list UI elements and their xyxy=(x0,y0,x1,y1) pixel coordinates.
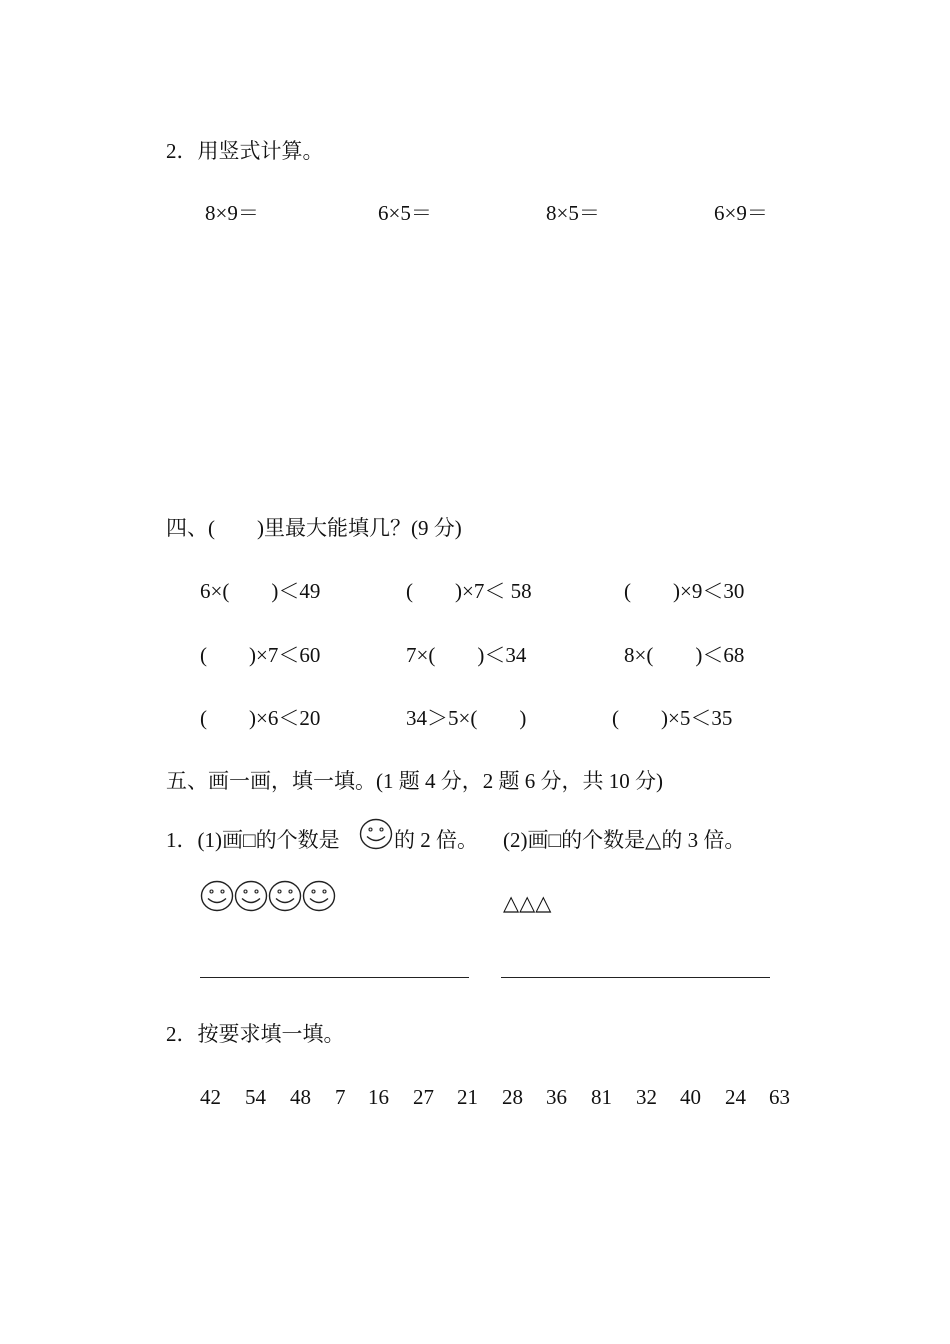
section-5-title: 五、画一画，填一填。(1 题 4 分，2 题 6 分，共 10 分) xyxy=(166,769,663,793)
section-4-title: 四、( )里最大能填几？(9 分) xyxy=(166,516,462,540)
fill-blank-item: 34＞5×( ) xyxy=(406,706,527,730)
fill-blank-item: ( )×7＜60 xyxy=(200,643,321,667)
list-item: 21 xyxy=(457,1085,478,1109)
calc-item: 8×9＝ xyxy=(205,201,259,225)
list-item: 16 xyxy=(368,1085,389,1109)
list-item: 28 xyxy=(502,1085,523,1109)
list-item: 24 xyxy=(725,1085,746,1109)
list-item: 36 xyxy=(546,1085,567,1109)
fill-blank-item: 8×( )＜68 xyxy=(624,643,745,667)
list-item: 40 xyxy=(680,1085,701,1109)
fill-blank-item: ( )×6＜20 xyxy=(200,706,321,730)
fill-blank-item: ( )×9＜30 xyxy=(624,579,745,603)
calc-item: 8×5＝ xyxy=(546,201,600,225)
fill-blank-item: ( )×7＜ 58 xyxy=(406,579,532,603)
question-2-title: 2．按要求填一填。 xyxy=(166,1022,345,1046)
list-item: 54 xyxy=(245,1085,266,1109)
answer-line xyxy=(200,977,469,978)
smiley-face-icon xyxy=(359,818,393,850)
smiley-face-icon xyxy=(234,880,268,912)
answer-line xyxy=(501,977,770,978)
list-item: 7 xyxy=(335,1085,346,1109)
smiley-face-icon xyxy=(268,880,302,912)
question-1-part-1-prefix: 1．(1)画□的个数是 xyxy=(166,828,340,852)
fill-blank-item: 6×( )＜49 xyxy=(200,579,321,603)
calc-item: 6×9＝ xyxy=(714,201,768,225)
list-item: 42 xyxy=(200,1085,221,1109)
smiley-face-icon xyxy=(200,880,234,912)
question-1-part-1-suffix: 的 2 倍。 xyxy=(394,828,478,852)
fill-blank-item: 7×( )＜34 xyxy=(406,643,527,667)
calc-item: 6×5＝ xyxy=(378,201,432,225)
triangles: △△△ xyxy=(503,891,552,915)
question-2-title: 2．用竖式计算。 xyxy=(166,139,324,163)
list-item: 32 xyxy=(636,1085,657,1109)
smiley-face-icon xyxy=(302,880,336,912)
fill-blank-item: ( )×5＜35 xyxy=(612,706,733,730)
question-1-part-2: (2)画□的个数是△的 3 倍。 xyxy=(503,828,746,852)
list-item: 81 xyxy=(591,1085,612,1109)
list-item: 63 xyxy=(769,1085,790,1109)
list-item: 27 xyxy=(413,1085,434,1109)
list-item: 48 xyxy=(290,1085,311,1109)
